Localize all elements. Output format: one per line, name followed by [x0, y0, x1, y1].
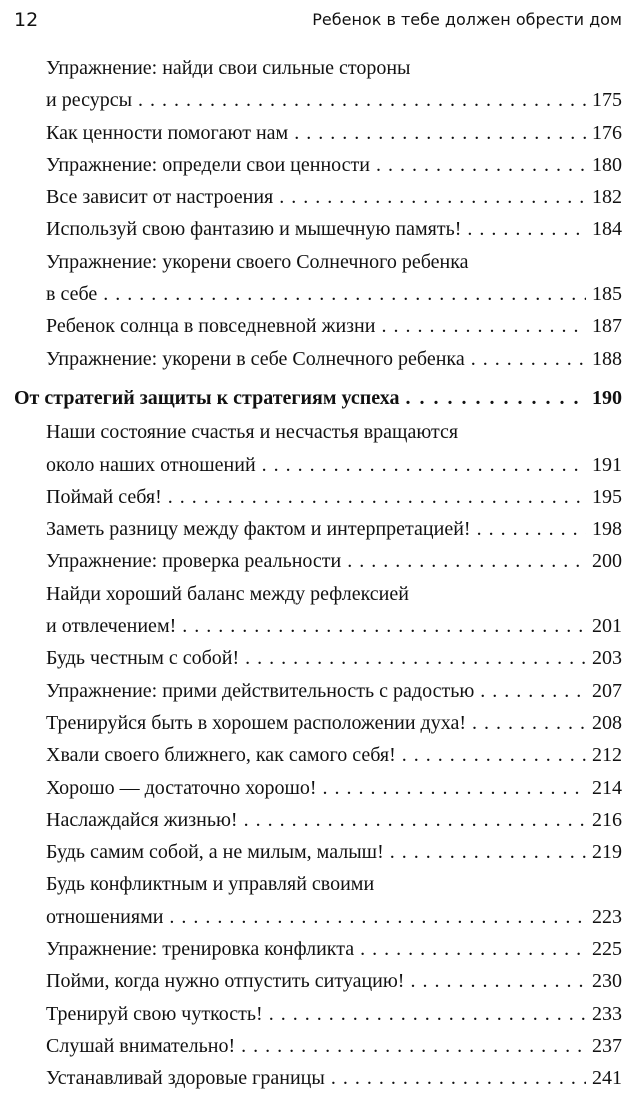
dot-leader: [410, 965, 586, 997]
dot-leader: [294, 117, 586, 149]
toc-entry-title: Будь конфликтным и управляй своими: [46, 873, 375, 896]
dot-leader: [381, 310, 586, 342]
toc-page-number: 188: [592, 347, 622, 370]
toc-entry-title: Хвали своего ближнего, как самого себя!: [46, 744, 396, 767]
toc-page-number: 223: [592, 905, 622, 928]
toc-entry-title: Ребенок солнца в повседневной жизни: [46, 315, 376, 338]
toc-entry-line: [46, 310, 622, 342]
toc-entry-title: Упражнение: укорени своего Солнечного ребенка: [46, 250, 469, 273]
toc-page-number: 241: [592, 1067, 622, 1090]
toc-entry-line: [46, 278, 622, 310]
toc-entry-title: Хорошо — достаточно хорошо!: [46, 776, 317, 799]
dot-leader: [477, 513, 586, 545]
dot-leader: [390, 836, 586, 868]
toc-entry-title: в себе: [46, 283, 98, 306]
toc-entry-title: Упражнение: тренировка конфликта: [46, 938, 355, 961]
toc-page-number: 180: [592, 153, 622, 176]
page-header: [14, 9, 622, 35]
toc-entry-line: [46, 416, 622, 448]
dot-leader: [279, 181, 586, 213]
toc-page-number: 201: [592, 615, 622, 638]
toc-entry-line: [46, 449, 622, 481]
toc-page-number: 184: [592, 218, 622, 241]
dot-leader: [262, 449, 586, 481]
toc-entry-title: и ресурсы: [46, 89, 133, 112]
toc-entry-line: [46, 675, 622, 707]
toc-chapter-line: [14, 382, 622, 414]
toc-entry-line: [46, 642, 622, 674]
toc-entry-title: Тренируй свою чуткость!: [46, 1002, 263, 1025]
toc-entry-line: [46, 868, 622, 900]
toc-entry-title: От стратегий защиты к стратегиям успеха: [14, 386, 400, 409]
toc-page-number: 187: [592, 315, 622, 338]
toc-entry-line: [46, 772, 622, 804]
toc-entry-title: Упражнение: найди свои сильные стороны: [46, 57, 411, 79]
toc-page-number: 176: [592, 121, 622, 144]
toc-entry-line: [46, 513, 622, 545]
toc-page-number: 190: [592, 386, 622, 409]
toc-entry-line: [46, 610, 622, 642]
dot-leader: [241, 1030, 586, 1062]
dot-leader: [347, 545, 586, 577]
toc-entry-title: Будь честным с собой!: [46, 647, 240, 670]
toc-page-number: 185: [592, 283, 622, 306]
toc-entry-title: и отвлечением!: [46, 615, 177, 638]
toc-entry-line: [46, 578, 622, 610]
dot-leader: [244, 804, 586, 836]
toc-entry-line: [46, 836, 622, 868]
toc-page-number: 216: [592, 808, 622, 831]
toc-entry-line: [46, 343, 622, 375]
running-title: Ребенок в тебе должен обрести дом: [312, 10, 622, 29]
dot-leader: [467, 213, 586, 245]
toc-entry-title: Наслаждайся жизнью!: [46, 808, 238, 831]
dot-leader: [402, 739, 586, 771]
toc-entry-title: около наших отношений: [46, 453, 256, 476]
toc-page-number: 233: [592, 1002, 622, 1025]
toc-entry-title: Наши состояние счастья и несчастья вращаются: [46, 421, 459, 444]
dot-leader: [182, 610, 586, 642]
toc-entry-line: [46, 998, 622, 1030]
table-of-contents: [0, 52, 636, 1095]
toc-entry-title: Как ценности помогают нам: [46, 121, 289, 144]
dot-leader: [376, 149, 586, 181]
toc-entry-title: Используй свою фантазию и мышечную память!: [46, 218, 462, 241]
toc-page-number: 175: [592, 89, 622, 112]
toc-entry-title: Упражнение: прими действительность с радостью: [46, 679, 475, 702]
toc-page-number: 200: [592, 550, 622, 573]
toc-page-number: 207: [592, 679, 622, 702]
toc-page-number: 203: [592, 647, 622, 670]
toc-entry-title: Поймай себя!: [46, 485, 162, 508]
toc-entry-line: [46, 117, 622, 149]
dot-leader: [405, 382, 586, 414]
dot-leader: [168, 481, 586, 513]
toc-page-number: 208: [592, 711, 622, 734]
toc-entry-title: Упражнение: укорени в себе Солнечного ребенка: [46, 347, 465, 370]
toc-page-number: 237: [592, 1034, 622, 1057]
toc-entry-line: [46, 149, 622, 181]
toc-entry-title: Будь самим собой, а не милым, малыш!: [46, 841, 384, 864]
dot-leader: [138, 84, 586, 116]
toc-entry-line: [46, 213, 622, 245]
dot-leader: [331, 1062, 586, 1094]
page-number: 12: [14, 9, 39, 31]
toc-page-number: 182: [592, 186, 622, 209]
toc-entry-line: [46, 545, 622, 577]
toc-page-number: 195: [592, 485, 622, 508]
toc-entry-title: Найди хороший баланс между рефлексией: [46, 582, 409, 605]
toc-entry-title: Все зависит от настроения: [46, 186, 274, 209]
toc-entry-title: Тренируйся быть в хорошем расположении духа!: [46, 711, 467, 734]
toc-entry-line: [46, 707, 622, 739]
toc-entry-line: [46, 739, 622, 771]
toc-entry-line: [46, 181, 622, 213]
toc-entry-title: Слушай внимательно!: [46, 1034, 236, 1057]
toc-page-number: 198: [592, 518, 622, 541]
toc-entry-title: Упражнение: проверка реальности: [46, 550, 342, 573]
toc-page-number: 191: [592, 453, 622, 476]
toc-page-number: 212: [592, 744, 622, 767]
toc-entry-line: [46, 84, 622, 116]
dot-leader: [323, 772, 587, 804]
toc-entry-title: Упражнение: определи свои ценности: [46, 153, 370, 176]
toc-entry-line: [46, 965, 622, 997]
toc-entry-line: [46, 52, 622, 84]
toc-page-number: 230: [592, 970, 622, 993]
toc-entry-line: [46, 1030, 622, 1062]
toc-entry-line: [46, 481, 622, 513]
toc-entry-title: Заметь разницу между фактом и интерпретацией!: [46, 518, 471, 541]
toc-page-number: 214: [592, 776, 622, 799]
dot-leader: [480, 675, 586, 707]
dot-leader: [103, 278, 586, 310]
dot-leader: [472, 707, 586, 739]
toc-entry-line: [46, 933, 622, 965]
toc-entry-line: [46, 246, 622, 278]
toc-entry-line: [46, 804, 622, 836]
dot-leader: [269, 998, 586, 1030]
toc-entry-line: [46, 901, 622, 933]
dot-leader: [471, 343, 586, 375]
toc-entry-title: Устанавливай здоровые границы: [46, 1067, 325, 1090]
dot-leader: [169, 901, 586, 933]
toc-entry-title: Пойми, когда нужно отпустить ситуацию!: [46, 970, 405, 993]
toc-entry-title: отношениями: [46, 905, 164, 928]
toc-page-number: 225: [592, 938, 622, 961]
toc-page-number: 219: [592, 841, 622, 864]
toc-entry-line: [46, 1062, 622, 1094]
dot-leader: [245, 642, 586, 674]
dot-leader: [360, 933, 586, 965]
